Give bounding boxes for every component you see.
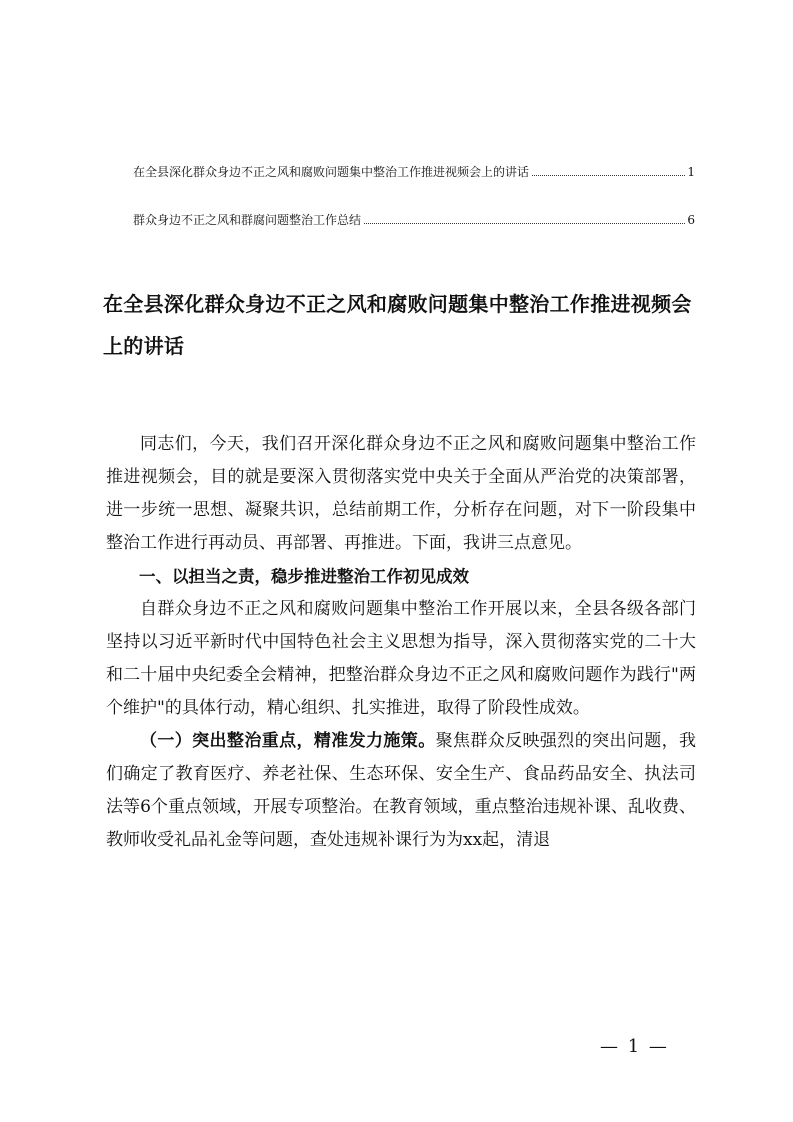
toc-leader-dots (364, 222, 685, 224)
toc-entry[interactable] (133, 211, 695, 229)
paragraph-achievements: 自群众身边不正之风和腐败问题集中整治工作开展以来，全县各级各部门坚持以习近平新时代中国特色社会主义思想为指导，深入贯彻落实党的二十大和二十届中央纪委全会精神，把整治群众身边不正之风和腐败问题作为践行"两个维护"的具体行动，精心组织、扎实推进，取得了阶段性成效。 (106, 599, 696, 718)
toc-entry-page: 6 (687, 213, 695, 227)
toc-entry-page: 1 (687, 165, 695, 179)
paragraph-opening: 同志们，今天，我们召开深化群众身边不正之风和腐败问题集中整治工作推进视频会，目的就是要深入贯彻落实党中央关于全面从严治党的决策部署，进一步统一思想、凝聚共识，总结前期工作，分析存在问题，对下一阶段集中整治工作进行再动员、再部署、再推进。下面，我讲三点意见。 (106, 434, 696, 553)
document-body (106, 428, 696, 857)
toc-leader-dots (532, 174, 685, 176)
toc-entry-title: 在全县深化群众身边不正之风和腐败问题集中整治工作推进视频会上的讲话 (133, 165, 530, 179)
page-number: — 1 — (600, 1036, 669, 1057)
document-title: 在全县深化群众身边不正之风和腐败问题集中整治工作推进视频会上的讲话 (103, 292, 692, 358)
subsection-heading: （一）突出整治重点，精准发力施策。 (140, 731, 436, 751)
toc-entry[interactable] (133, 163, 695, 181)
table-of-contents (133, 163, 695, 229)
paragraph-focus-text: 聚焦群众反映强烈的突出问题，我们确定了教育医疗、养老社保、生态环保、安全生产、食品药品安全、执法司法等6个重点领域，开展专项整治。在教育领域，重点整治违规补课、乱收费、教师收受礼品礼金等问题，查处违规补课行为为xx起，清退 (106, 731, 697, 850)
section-heading: 一、以担当之责，稳步推进整治工作初见成效 (139, 567, 469, 586)
toc-entry-title: 群众身边不正之风和群腐问题整治工作总结 (133, 213, 362, 227)
paragraph-focus (106, 725, 696, 857)
